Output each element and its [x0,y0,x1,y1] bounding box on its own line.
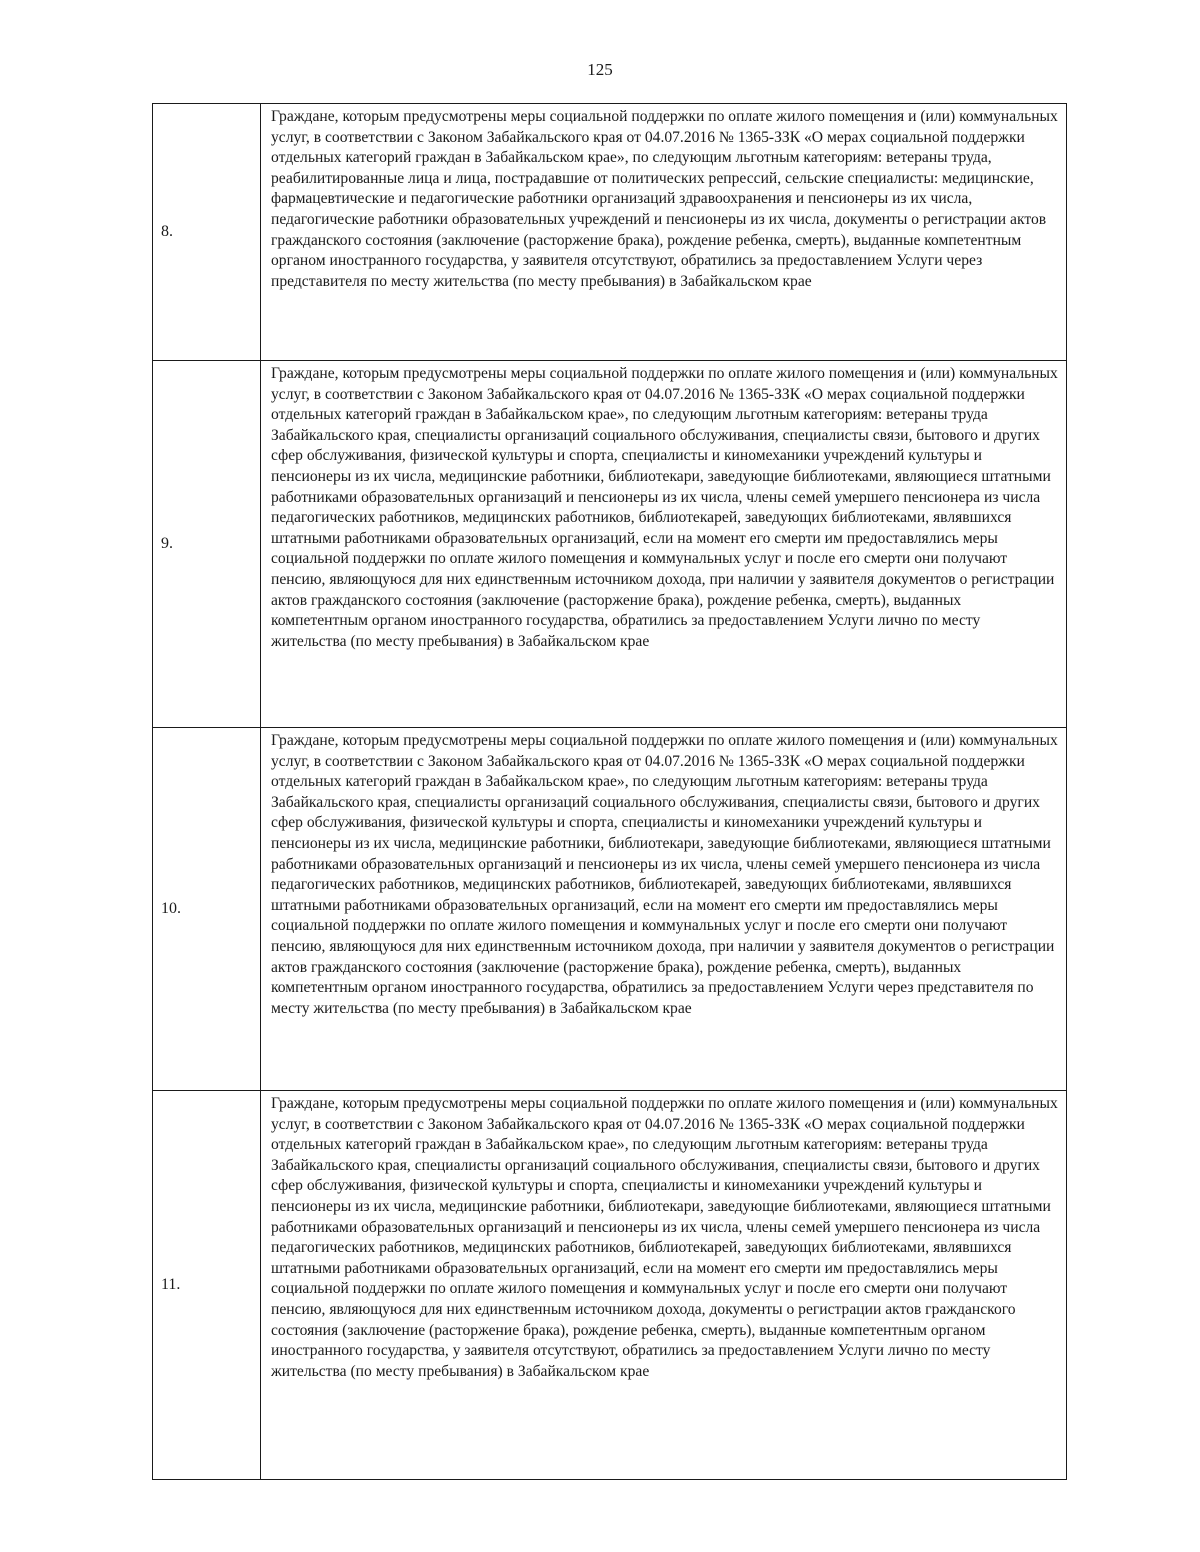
row-number: 10. [153,728,261,1091]
row-text: Граждане, которым предусмотрены меры социальной поддержки по оплате жилого помещения и (или) коммунальных услуг, в соответствии с Законом Забайкальского края от 04.07.2016 № 1365-ЗЗК «О мерах социальной поддержки отдельных категорий граждан в Забайкальском крае», по следующим льготным категориям: ветераны труда Забайкальского края, специалисты организаций социального обслуживания, специалисты связи, бытового и других сфер обслуживания, физической культуры и спорта, специалисты и киномеханики учреждений культуры и пенсионеры из их числа, медицинские работники, библиотекари, заведующие библиотеками, являющиеся штатными работниками образовательных организаций и пенсионеры из их числа, члены семей умершего пенсионера из числа педагогических работников, медицинских работников, библиотекарей, заведующих библиотеками, являвшихся штатными работниками образовательных организаций, если на момент его смерти им предоставлялись меры социальной поддержки по оплате жилого помещения и коммунальных услуг и после его смерти они получают пенсию, являющуюся для них единственным источником дохода, документы о регистрации актов гражданского состояния (заключение (расторжение брака), рождение ребенка, смерть), выданные компетентным органом иностранного государства, у заявителя отсутствуют, обратились за предоставлением Услуги лично по месту жительства (по месту пребывания) в Забайкальском крае [261,1091,1067,1480]
page-number: 125 [587,60,613,79]
row-text: Граждане, которым предусмотрены меры социальной поддержки по оплате жилого помещения и (или) коммунальных услуг, в соответствии с Законом Забайкальского края от 04.07.2016 № 1365-ЗЗК «О мерах социальной поддержки отдельных категорий граждан в Забайкальском крае», по следующим льготным категориям: ветераны труда Забайкальского края, специалисты организаций социального обслуживания, специалисты связи, бытового и других сфер обслуживания, физической культуры и спорта, специалисты и киномеханики учреждений культуры и пенсионеры из их числа, медицинские работники, библиотекари, заведующие библиотеками, являющиеся штатными работниками образовательных организаций и пенсионеры из их числа, члены семей умершего пенсионера из числа педагогических работников, медицинских работников, библиотекарей, заведующих библиотеками, являвшихся штатными работниками образовательных организаций, если на момент его смерти им предоставлялись меры социальной поддержки по оплате жилого помещения и коммунальных услуг и после его смерти они получают пенсию, являющуюся для них единственным источником дохода, при наличии у заявителя документов о регистрации актов гражданского состояния (заключение (расторжение брака), рождение ребенка, смерть), выданных компетентным органом иностранного государства, обратились за предоставлением Услуги лично по месту жительства (по месту пребывания) в Забайкальском крае [261,361,1067,728]
row-text: Граждане, которым предусмотрены меры социальной поддержки по оплате жилого помещения и (или) коммунальных услуг, в соответствии с Законом Забайкальского края от 04.07.2016 № 1365-ЗЗК «О мерах социальной поддержки отдельных категорий граждан в Забайкальском крае», по следующим льготным категориям: ветераны труда Забайкальского края, специалисты организаций социального обслуживания, специалисты связи, бытового и других сфер обслуживания, физической культуры и спорта, специалисты и киномеханики учреждений культуры и пенсионеры из их числа, медицинские работники, библиотекари, заведующие библиотеками, являющиеся штатными работниками образовательных организаций и пенсионеры из их числа, члены семей умершего пенсионера из числа педагогических работников, медицинских работников, библиотекарей, заведующих библиотеками, являвшихся штатными работниками образовательных организаций, если на момент его смерти им предоставлялись меры социальной поддержки по оплате жилого помещения и коммунальных услуг и после его смерти они получают пенсию, являющуюся для них единственным источником дохода, при наличии у заявителя документов о регистрации актов гражданского состояния (заключение (расторжение брака), рождение ребенка, смерть), выданных компетентным органом иностранного государства, обратились за предоставлением Услуги через представителя по месту жительства (по месту пребывания) в Забайкальском крае [261,728,1067,1091]
table-row [153,104,1067,361]
row-number: 8. [153,104,261,361]
table-row [153,728,1067,1091]
table-row [153,1091,1067,1480]
table-row [153,361,1067,728]
row-number: 9. [153,361,261,728]
row-number: 11. [153,1091,261,1480]
row-text: Граждане, которым предусмотрены меры социальной поддержки по оплате жилого помещения и (или) коммунальных услуг, в соответствии с Законом Забайкальского края от 04.07.2016 № 1365-ЗЗК «О мерах социальной поддержки отдельных категорий граждан в Забайкальском крае», по следующим льготным категориям: ветераны труда, реабилитированные лица и лица, пострадавшие от политических репрессий, сельские специалисты: медицинские, фармацевтические и педагогические работники организаций здравоохранения и пенсионеры из их числа, педагогические работники образовательных учреждений и пенсионеры из их числа, документы о регистрации актов гражданского состояния (заключение (расторжение брака), рождение ребенка, смерть), выданные компетентным органом иностранного государства, у заявителя отсутствуют, обратились за предоставлением Услуги через представителя по месту жительства (по месту пребывания) в Забайкальском крае [261,104,1067,361]
eligibility-table [152,103,1067,1480]
